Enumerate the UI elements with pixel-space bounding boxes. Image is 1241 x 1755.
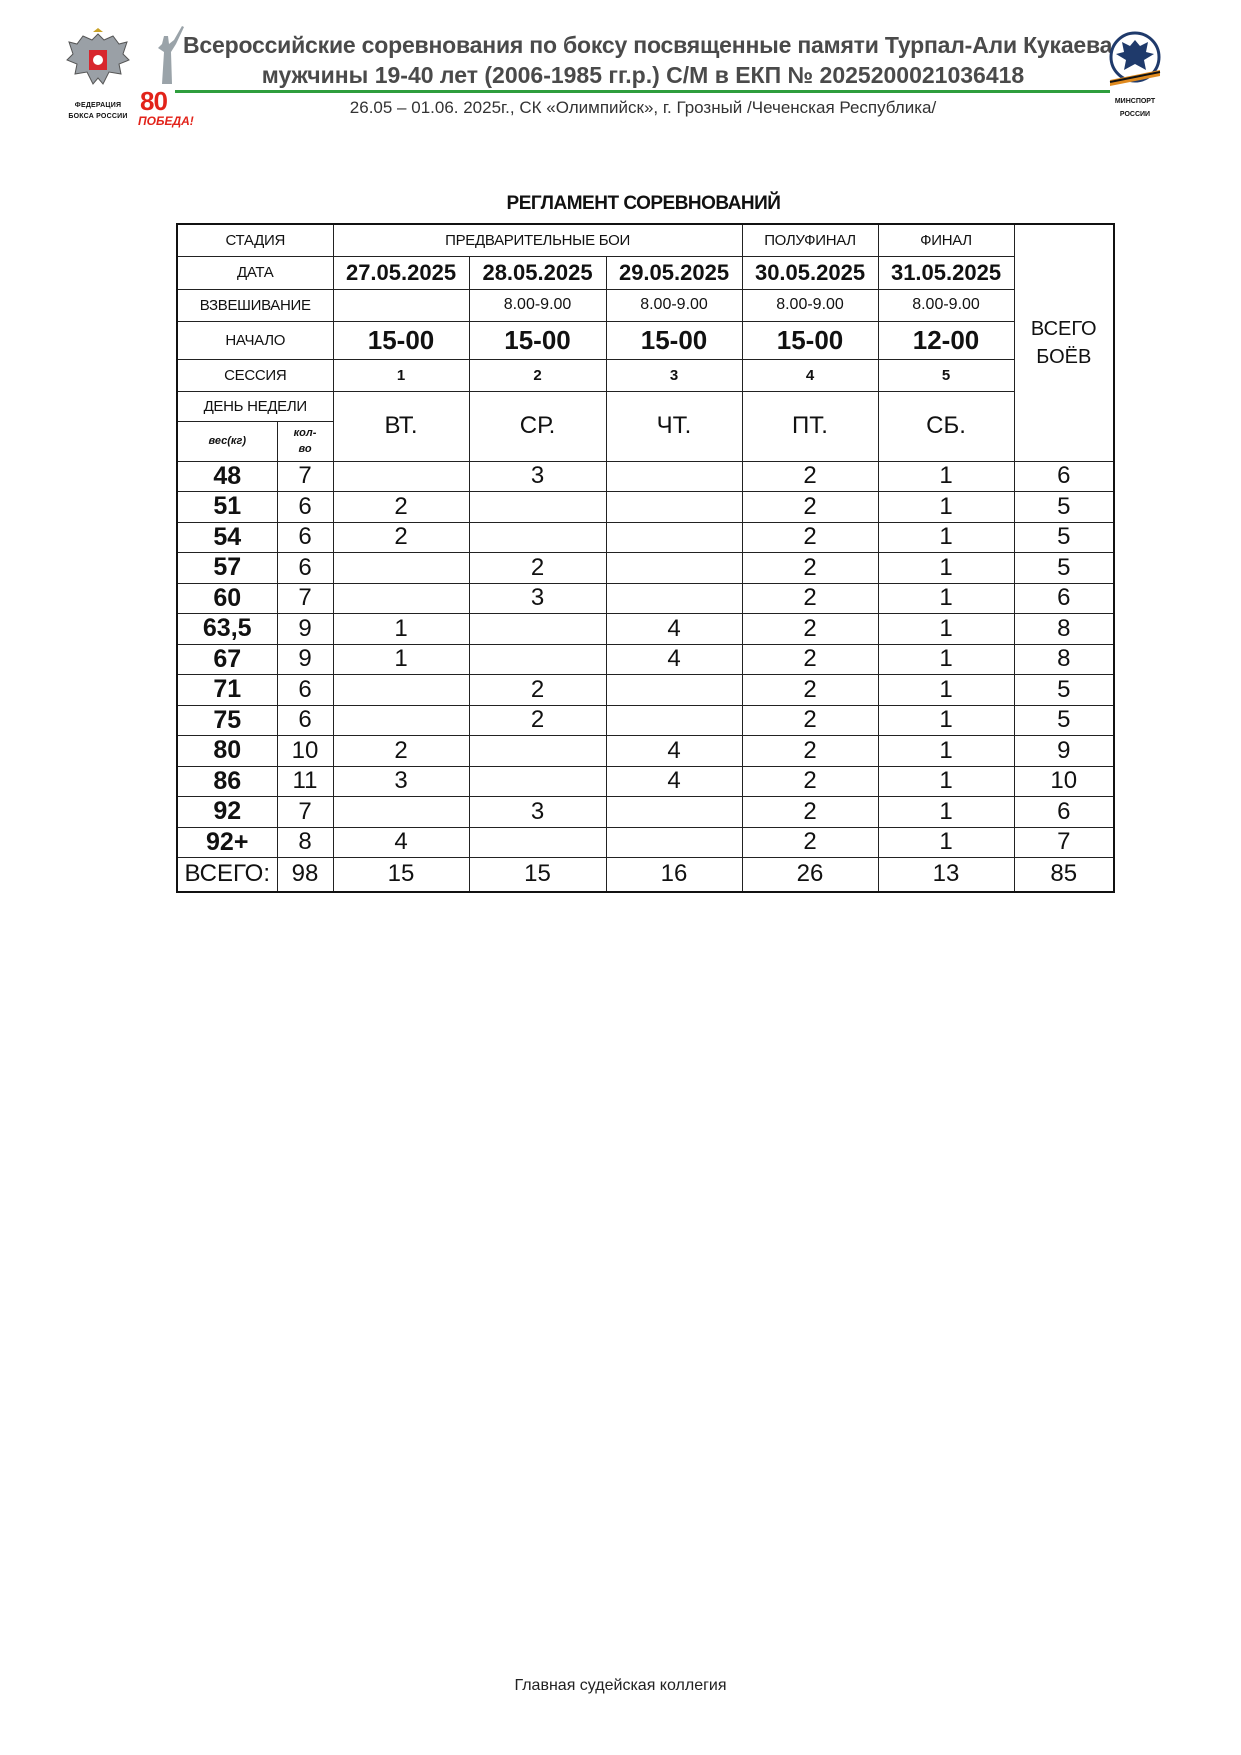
stage-semifinal: ПОЛУФИНАЛ <box>742 224 878 256</box>
chief-judges-signature: Главная судейская коллегия <box>514 1677 727 1694</box>
table-row <box>177 614 1114 645</box>
stage-preliminary: ПРЕДВАРИТЕЛЬНЫЕ БОИ <box>333 224 742 256</box>
bouts-day-5: 1 <box>878 583 1014 614</box>
boxer-count: 7 <box>277 461 333 492</box>
bouts-day-2 <box>469 736 606 767</box>
bouts-day-2: 2 <box>469 705 606 736</box>
bouts-day-1 <box>333 675 469 706</box>
bouts-day-2: 2 <box>469 553 606 584</box>
start-label: НАЧАЛО <box>177 321 333 359</box>
bouts-day-2 <box>469 492 606 523</box>
bouts-day-3 <box>606 705 742 736</box>
boxer-count: 6 <box>277 553 333 584</box>
bouts-day-4: 2 <box>742 736 878 767</box>
weight-category: 86 <box>177 766 277 797</box>
weight-header: вес(кг) <box>177 421 277 461</box>
minsport-caption-2: РОССИИ <box>1119 111 1151 118</box>
count-header-line-2: во <box>298 443 312 455</box>
bouts-day-3: 4 <box>606 736 742 767</box>
bouts-day-2: 3 <box>469 583 606 614</box>
total-bouts-label-1: ВСЕГО <box>1030 317 1097 340</box>
bouts-day-4: 2 <box>742 705 878 736</box>
start-time-cell: 15-00 <box>606 321 742 359</box>
weight-category: 92+ <box>177 827 277 858</box>
bouts-day-2 <box>469 766 606 797</box>
bouts-day-4: 2 <box>742 675 878 706</box>
weighing-cell: 8.00-9.00 <box>878 289 1014 321</box>
start-row <box>177 321 1114 359</box>
bouts-day-3 <box>606 522 742 553</box>
logo-caption-2: БОКСА РОССИИ <box>68 113 128 120</box>
bouts-day-5: 1 <box>878 461 1014 492</box>
weekday-cell: ЧТ. <box>606 391 742 461</box>
bouts-day-5: 1 <box>878 827 1014 858</box>
weight-category: 63,5 <box>177 614 277 645</box>
bouts-day-3 <box>606 797 742 828</box>
bouts-day-2: 3 <box>469 797 606 828</box>
start-time-cell: 15-00 <box>333 321 469 359</box>
weight-category: 60 <box>177 583 277 614</box>
bouts-day-4: 2 <box>742 583 878 614</box>
bouts-day-1: 1 <box>333 644 469 675</box>
boxer-count: 8 <box>277 827 333 858</box>
boxer-count: 9 <box>277 614 333 645</box>
bouts-total: 5 <box>1014 522 1114 553</box>
date-label: ДАТА <box>177 256 333 289</box>
stage-row <box>177 224 1114 256</box>
bouts-day-5: 1 <box>878 766 1014 797</box>
bouts-day-2: 3 <box>469 461 606 492</box>
double-eagle-icon <box>63 28 133 94</box>
bouts-day-5: 1 <box>878 644 1014 675</box>
bouts-day-3 <box>606 583 742 614</box>
weighing-label: ВЗВЕШИВАНИЕ <box>177 289 333 321</box>
bouts-day-3 <box>606 827 742 858</box>
bouts-day-1: 2 <box>333 492 469 523</box>
bouts-total: 6 <box>1014 461 1114 492</box>
bouts-day-1: 4 <box>333 827 469 858</box>
weekday-cell: ПТ. <box>742 391 878 461</box>
weekday-cell: СБ. <box>878 391 1014 461</box>
weighing-cell: 8.00-9.00 <box>742 289 878 321</box>
weight-category: 80 <box>177 736 277 767</box>
table-row <box>177 766 1114 797</box>
weight-category: 57 <box>177 553 277 584</box>
table-row <box>177 461 1114 492</box>
table-row <box>177 553 1114 584</box>
bouts-day-1: 2 <box>333 522 469 553</box>
bouts-day-4: 2 <box>742 492 878 523</box>
totals-day-cell: 15 <box>469 858 606 892</box>
start-time-cell: 12-00 <box>878 321 1014 359</box>
bouts-day-3 <box>606 492 742 523</box>
bouts-day-3: 4 <box>606 766 742 797</box>
weight-category: 51 <box>177 492 277 523</box>
date-cell: 31.05.2025 <box>878 256 1014 289</box>
minsport-logo <box>1100 30 1170 130</box>
bouts-total: 6 <box>1014 797 1114 828</box>
bouts-total: 5 <box>1014 675 1114 706</box>
victory-caption: ПОБЕДА! <box>138 114 194 128</box>
weighing-cell: 8.00-9.00 <box>606 289 742 321</box>
boxer-count: 6 <box>277 522 333 553</box>
bouts-day-3 <box>606 675 742 706</box>
bouts-day-1 <box>333 705 469 736</box>
bouts-day-4: 2 <box>742 522 878 553</box>
weight-category: 92 <box>177 797 277 828</box>
table-row <box>177 492 1114 523</box>
date-cell: 29.05.2025 <box>606 256 742 289</box>
table-row <box>177 644 1114 675</box>
start-time-cell: 15-00 <box>469 321 606 359</box>
bouts-total: 8 <box>1014 644 1114 675</box>
bouts-day-5: 1 <box>878 797 1014 828</box>
table-caption: РЕГЛАМЕНТ СОРЕВНОВАНИЙ <box>506 193 781 214</box>
table-row <box>177 827 1114 858</box>
date-row <box>177 256 1114 289</box>
bouts-total: 9 <box>1014 736 1114 767</box>
bouts-total: 5 <box>1014 492 1114 523</box>
logo-caption-1: ФЕДЕРАЦИЯ <box>74 102 122 109</box>
session-cell: 2 <box>469 359 606 391</box>
totals-day-cell: 16 <box>606 858 742 892</box>
totals-count: 98 <box>277 858 333 892</box>
totals-label: ВСЕГО: <box>177 858 277 892</box>
bouts-day-3: 4 <box>606 614 742 645</box>
boxer-count: 6 <box>277 492 333 523</box>
session-cell: 5 <box>878 359 1014 391</box>
bouts-day-5: 1 <box>878 492 1014 523</box>
weekday-row <box>177 391 1114 421</box>
date-cell: 28.05.2025 <box>469 256 606 289</box>
bouts-total: 6 <box>1014 583 1114 614</box>
boxing-federation-logo <box>60 28 136 132</box>
minsport-caption-1: МИНСПОРТ <box>1114 98 1156 105</box>
bouts-day-4: 2 <box>742 614 878 645</box>
date-cell: 30.05.2025 <box>742 256 878 289</box>
stage-final: ФИНАЛ <box>878 224 1014 256</box>
weight-category: 71 <box>177 675 277 706</box>
session-label: СЕССИЯ <box>177 359 333 391</box>
bouts-day-4: 2 <box>742 644 878 675</box>
bouts-day-1 <box>333 553 469 584</box>
event-subtitle: мужчины 19-40 лет (2006-1985 гг.р.) С/М в ЕКП № 2025200021036418 <box>261 62 1025 88</box>
total-bouts-header <box>1014 224 1114 461</box>
bouts-day-4: 2 <box>742 766 878 797</box>
bouts-day-3 <box>606 553 742 584</box>
bouts-day-1 <box>333 461 469 492</box>
event-title: Всероссийские соревнования по боксу посвященные памяти Турпал-Али Кукаева <box>183 32 1113 58</box>
event-dates-venue: 26.05 – 01.06. 2025г., СК «Олимпийск», г. Грозный /Чеченская Республика/ <box>349 98 937 117</box>
boxer-count: 7 <box>277 797 333 828</box>
competition-schedule-table <box>176 223 1115 893</box>
weight-category-rows <box>177 461 1114 858</box>
table-row <box>177 705 1114 736</box>
boxer-count: 6 <box>277 705 333 736</box>
bouts-day-5: 1 <box>878 705 1014 736</box>
bouts-day-4: 2 <box>742 553 878 584</box>
page-header <box>0 0 1241 140</box>
table-row <box>177 675 1114 706</box>
bouts-day-1: 2 <box>333 736 469 767</box>
weight-category: 54 <box>177 522 277 553</box>
session-row <box>177 359 1114 391</box>
totals-grand-total: 85 <box>1014 858 1114 892</box>
bouts-day-3: 4 <box>606 644 742 675</box>
header-divider <box>175 90 1110 93</box>
bouts-day-5: 1 <box>878 736 1014 767</box>
bouts-day-5: 1 <box>878 675 1014 706</box>
bouts-day-1: 3 <box>333 766 469 797</box>
weekday-label: ДЕНЬ НЕДЕЛИ <box>177 391 333 421</box>
bouts-day-2: 2 <box>469 675 606 706</box>
bouts-day-1: 1 <box>333 614 469 645</box>
boxer-count: 7 <box>277 583 333 614</box>
weight-category: 75 <box>177 705 277 736</box>
totals-row <box>177 858 1114 892</box>
total-bouts-label-2: БОЁВ <box>1036 345 1092 368</box>
weighing-cell <box>333 289 469 321</box>
bouts-day-4: 2 <box>742 797 878 828</box>
table-row <box>177 583 1114 614</box>
date-cell: 27.05.2025 <box>333 256 469 289</box>
stage-label: СТАДИЯ <box>177 224 333 256</box>
bouts-total: 7 <box>1014 827 1114 858</box>
totals-day-cell: 13 <box>878 858 1014 892</box>
boxer-count: 10 <box>277 736 333 767</box>
boxer-count: 9 <box>277 644 333 675</box>
count-header-line-1: кол- <box>293 427 317 439</box>
table-row <box>177 797 1114 828</box>
session-cell: 1 <box>333 359 469 391</box>
bouts-day-3 <box>606 461 742 492</box>
start-time-cell: 15-00 <box>742 321 878 359</box>
session-cell: 4 <box>742 359 878 391</box>
boxer-count: 6 <box>277 675 333 706</box>
bouts-day-1 <box>333 797 469 828</box>
weekday-cell: ВТ. <box>333 391 469 461</box>
bouts-day-5: 1 <box>878 614 1014 645</box>
bouts-day-2 <box>469 644 606 675</box>
bouts-total: 10 <box>1014 766 1114 797</box>
victory-80-number: 80 <box>140 86 167 116</box>
session-cell: 3 <box>606 359 742 391</box>
bouts-total: 5 <box>1014 705 1114 736</box>
totals-day-cell: 15 <box>333 858 469 892</box>
totals-day-cell: 26 <box>742 858 878 892</box>
bouts-day-2 <box>469 827 606 858</box>
bouts-day-2 <box>469 614 606 645</box>
bouts-total: 5 <box>1014 553 1114 584</box>
weekday-cell: СР. <box>469 391 606 461</box>
bouts-total: 8 <box>1014 614 1114 645</box>
bouts-day-2 <box>469 522 606 553</box>
count-header <box>277 421 333 461</box>
weighing-row <box>177 289 1114 321</box>
weighing-cell: 8.00-9.00 <box>469 289 606 321</box>
bouts-day-1 <box>333 583 469 614</box>
boxer-count: 11 <box>277 766 333 797</box>
bouts-day-4: 2 <box>742 827 878 858</box>
weight-category: 67 <box>177 644 277 675</box>
table-row <box>177 736 1114 767</box>
weight-category: 48 <box>177 461 277 492</box>
table-row <box>177 522 1114 553</box>
bouts-day-5: 1 <box>878 553 1014 584</box>
minsport-eagle-icon <box>1104 30 1166 88</box>
bouts-day-5: 1 <box>878 522 1014 553</box>
bouts-day-4: 2 <box>742 461 878 492</box>
